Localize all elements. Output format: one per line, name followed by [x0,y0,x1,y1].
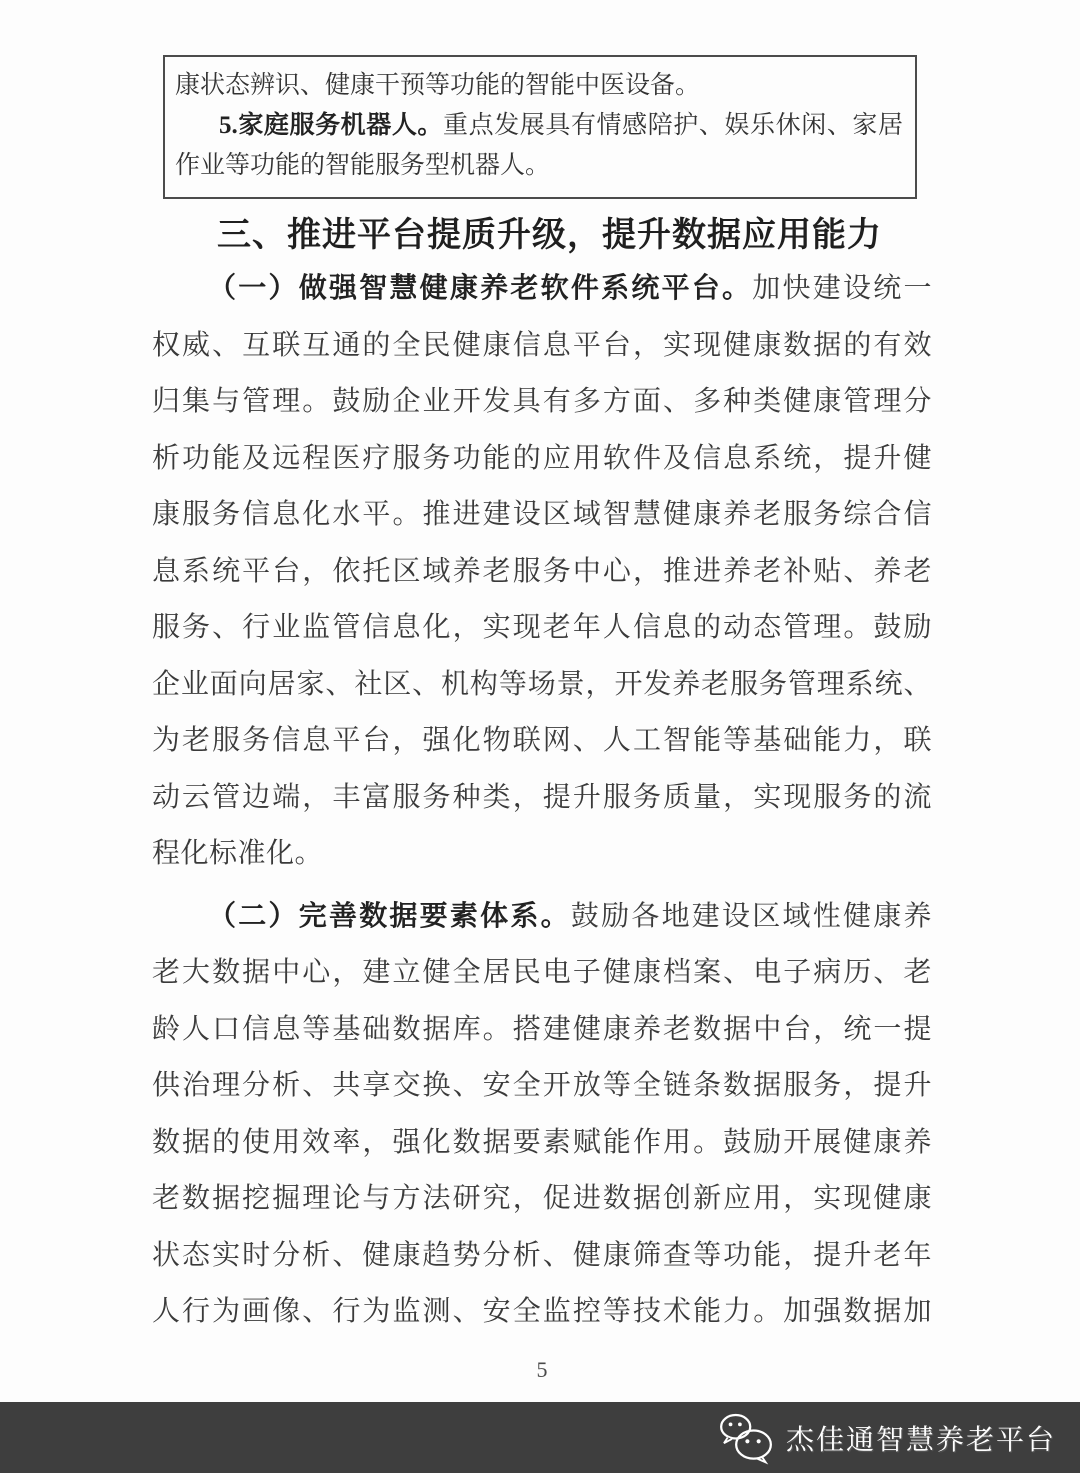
para2-line-5: 数据的使用效率，强化数据要素赋能作用。鼓励开展健康养 [152,1126,932,1158]
para2-line-7: 状态实时分析、健康趋势分析、健康筛查等功能，提升老年 [152,1239,932,1271]
para2-line-1 [152,889,932,946]
footer-brand-bar [0,1402,1080,1473]
para1-line-2: 权威、互联互通的全民健康信息平台，实现健康数据的有效 [152,329,932,361]
para1-lead: （一）做强智慧健康养老软件系统平台。 [208,273,753,304]
section-heading: 三、推进平台提质升级，提升数据应用能力 [217,216,882,254]
notice-line-1: 康状态辨识、健康干预等功能的智能中医设备。 [175,72,701,99]
notice-box [163,55,917,199]
paragraph-2 [152,889,932,1341]
para2-lead: （二）完善数据要素体系。 [208,900,571,932]
para1-line-10: 动云管边端，丰富服务种类，提升服务质量，实现服务的流 [152,781,932,813]
para2-line-4: 供治理分析、共享交换、安全开放等全链条数据服务，提升 [152,1070,932,1101]
para2-line-6: 老数据挖掘理论与方法研究，促进数据创新应用，实现健康 [152,1183,932,1214]
para1-line-1-rest: 加快建设统一 [752,273,932,304]
para1-line-8: 企业面向居家、社区、机构等场景，开发养老服务管理系统、 [152,668,932,700]
wechat-icon [716,1411,776,1465]
para2-line-8: 人行为画像、行为监测、安全监控等技术能力。加强数据加 [152,1296,932,1327]
para1-line-3: 归集与管理。鼓励企业开发具有多方面、多种类健康管理分 [152,386,932,417]
para1-line-6: 息系统平台，依托区域养老服务中心，推进养老补贴、养老 [152,555,932,587]
paragraph-1 [152,261,932,883]
notice-line-2 [175,106,903,146]
notice-line-2-rest: 重点发展具有情感陪护、娱乐休闲、家居 [443,112,903,139]
para2-line-2: 老大数据中心，建立健全居民电子健康档案、电子病历、老 [152,957,932,988]
notice-line-2-bold-lead: 5.家庭服务机器人。 [219,112,444,139]
para1-line-5: 康服务信息化水平。推进建设区域智慧健康养老服务综合信 [152,499,932,530]
para2-line-3: 龄人口信息等基础数据库。搭建健康养老数据中台，统一提 [152,1013,932,1045]
para1-line-1 [152,261,932,318]
para1-line-11: 程化标准化。 [152,838,324,869]
para1-line-4: 析功能及远程医疗服务功能的应用软件及信息系统，提升健 [152,442,932,474]
footer-brand-text: 杰佳通智慧养老平台 [785,1423,1056,1455]
para1-line-9: 为老服务信息平台，强化物联网、人工智能等基础能力，联 [152,725,932,756]
para2-line-1-rest: 鼓励各地建设区域性健康养 [570,900,932,932]
para1-line-7: 服务、行业监管信息化，实现老年人信息的动态管理。鼓励 [152,612,932,643]
notice-line-3: 作业等功能的智能服务型机器人。 [175,152,551,179]
page-number: 5 [536,1356,548,1382]
